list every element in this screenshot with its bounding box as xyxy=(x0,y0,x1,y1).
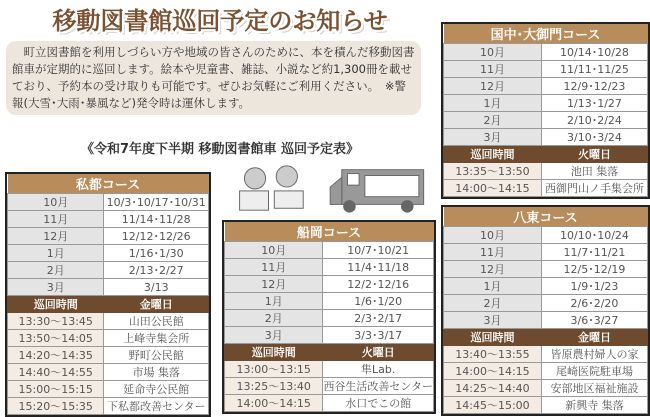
visit-dates: 1/16･1/30 xyxy=(104,245,209,262)
stop-location: 山田公民館 xyxy=(104,313,209,330)
visit-dates: 12/12･12/26 xyxy=(104,228,209,245)
schedule-subtitle: 《令和7年度下半期 移動図書館車 巡回予定表》 xyxy=(80,142,360,157)
month-row xyxy=(225,310,434,327)
stop-row xyxy=(225,395,434,412)
visit-dates: 3/3･3/17 xyxy=(323,327,434,344)
month: 11月 xyxy=(225,259,323,276)
stop-row xyxy=(444,163,648,180)
stop-time: 15:20～15:35 xyxy=(8,398,104,415)
stop-time: 13:50～14:05 xyxy=(8,330,104,347)
month: 2月 xyxy=(444,112,542,129)
month-row xyxy=(444,112,648,129)
visit-dates: 1/13･1/27 xyxy=(541,95,647,112)
stop-time: 13:30～13:45 xyxy=(8,313,104,330)
visit-dates: 10/14･10/28 xyxy=(541,44,647,61)
course-header xyxy=(225,222,434,242)
visit-dates: 11/4･11/18 xyxy=(323,259,434,276)
course-name: 私都コース xyxy=(8,174,209,194)
visit-dates: 2/13･2/27 xyxy=(104,262,209,279)
stop-location: 野町公民館 xyxy=(104,347,209,364)
stop-time: 14:00～14:15 xyxy=(444,180,542,197)
visit-dates: 2/10･2/24 xyxy=(541,112,647,129)
course-name: 船岡コース xyxy=(225,222,434,242)
intro-text: 町立図書館を利用しづらい方や地域の皆さんのために、本を積んだ移動図書館車が定期的に巡回します。絵本や児童書、雑誌、小説など約1,300冊を載せており、予約本の受け取りも可能です。ぜひお気軽にご利用ください。 ※警報(大雪･大雨･暴風など)発令時は運休します。 xyxy=(6,41,421,115)
stop-row xyxy=(8,398,209,415)
course-name: 八東コース xyxy=(444,207,648,227)
stop-location: 新興寺 集落 xyxy=(541,397,647,414)
time-label: 巡回時間 xyxy=(444,146,542,163)
stop-time: 14:25～14:40 xyxy=(444,380,542,397)
month: 11月 xyxy=(8,211,104,228)
month-row xyxy=(444,312,648,329)
month-row xyxy=(225,259,434,276)
course-header xyxy=(8,174,209,194)
visit-dates: 12/9･12/23 xyxy=(541,78,647,95)
visit-dates: 11/11･11/25 xyxy=(541,61,647,78)
month-row xyxy=(444,95,648,112)
stop-row xyxy=(8,381,209,398)
stop-row xyxy=(8,347,209,364)
stop-time: 13:35～13:50 xyxy=(444,163,542,180)
course-table-kokuchu-omikado xyxy=(441,22,650,199)
visit-dates: 3/13 xyxy=(104,279,209,296)
month-row xyxy=(8,228,209,245)
stop-row xyxy=(8,313,209,330)
month: 3月 xyxy=(8,279,104,296)
month-row xyxy=(8,279,209,296)
visit-dates: 2/6･2/20 xyxy=(541,295,647,312)
month-row xyxy=(8,245,209,262)
visit-dates: 10/7･10/21 xyxy=(323,242,434,259)
bookmobile-icon xyxy=(330,170,423,212)
children-and-bookmobile-illustration xyxy=(230,162,440,215)
month-row xyxy=(444,278,648,295)
stop-time: 14:00～14:15 xyxy=(444,363,542,380)
stop-time: 13:40～13:55 xyxy=(444,346,542,363)
month-row xyxy=(225,276,434,293)
month: 3月 xyxy=(444,129,542,146)
month: 11月 xyxy=(444,244,542,261)
stop-location: 安部地区福祉施設 xyxy=(541,380,647,397)
stops-header xyxy=(8,296,209,313)
month-row xyxy=(8,262,209,279)
visit-dates: 10/3･10/17･10/31 xyxy=(104,194,209,211)
stops-header xyxy=(444,329,648,346)
month: 1月 xyxy=(225,293,323,310)
month: 12月 xyxy=(225,276,323,293)
month-row xyxy=(225,327,434,344)
month-row xyxy=(444,44,648,61)
visit-dates: 3/6･3/27 xyxy=(541,312,647,329)
stop-location: 水口でこの館 xyxy=(323,395,434,412)
month: 11月 xyxy=(444,61,542,78)
time-label: 巡回時間 xyxy=(225,344,323,361)
stop-row xyxy=(225,361,434,378)
course-table-funaoka xyxy=(222,220,436,414)
time-label: 巡回時間 xyxy=(444,329,542,346)
weekday-label: 金曜日 xyxy=(104,296,209,313)
visit-dates: 12/5･12/19 xyxy=(541,261,647,278)
month: 10月 xyxy=(225,242,323,259)
course-header xyxy=(444,24,648,44)
stop-location: 延命寺公民館 xyxy=(104,381,209,398)
stop-location: 隼Lab. xyxy=(323,361,434,378)
month: 10月 xyxy=(444,227,542,244)
month-row xyxy=(225,242,434,259)
month-row xyxy=(444,129,648,146)
visit-dates: 10/10･10/24 xyxy=(541,227,647,244)
month-row xyxy=(225,293,434,310)
stop-location: 西谷生活改善センター xyxy=(323,378,434,395)
month-row xyxy=(444,227,648,244)
visit-dates: 11/7･11/21 xyxy=(541,244,647,261)
stop-location: 池田 集落 xyxy=(541,163,647,180)
stop-time: 14:00～14:15 xyxy=(225,395,323,412)
stop-time: 14:20～14:35 xyxy=(8,347,104,364)
stop-row xyxy=(8,364,209,381)
page-title: 移動図書館巡回予定のお知らせ xyxy=(52,7,388,35)
visit-dates: 11/14･11/28 xyxy=(104,211,209,228)
stop-location: 下私都改善センター xyxy=(104,398,209,415)
stop-row xyxy=(444,180,648,197)
course-table-kisaichi xyxy=(5,172,211,417)
stop-time: 13:25～13:40 xyxy=(225,378,323,395)
month: 10月 xyxy=(8,194,104,211)
month: 3月 xyxy=(225,327,323,344)
month: 3月 xyxy=(444,312,542,329)
stop-row xyxy=(225,378,434,395)
stop-location: 西御門山ノ手集会所 xyxy=(541,180,647,197)
month-row xyxy=(8,194,209,211)
month-row xyxy=(444,244,648,261)
weekday-label: 火曜日 xyxy=(323,344,434,361)
month: 1月 xyxy=(8,245,104,262)
weekday-label: 金曜日 xyxy=(541,329,647,346)
month-row xyxy=(444,295,648,312)
course-header xyxy=(444,207,648,227)
visit-dates: 2/3･2/17 xyxy=(323,310,434,327)
month-row xyxy=(444,261,648,278)
stop-time: 15:00～15:15 xyxy=(8,381,104,398)
stop-row xyxy=(444,363,648,380)
month: 12月 xyxy=(444,261,542,278)
month-row xyxy=(444,78,648,95)
stops-header xyxy=(225,344,434,361)
visit-dates: 12/2･12/16 xyxy=(323,276,434,293)
stops-header xyxy=(444,146,648,163)
stop-time: 13:00～13:15 xyxy=(225,361,323,378)
visit-dates: 1/9･1/23 xyxy=(541,278,647,295)
stop-row xyxy=(444,397,648,414)
stop-time: 14:45～15:00 xyxy=(444,397,542,414)
stop-location: 尾崎医院駐車場 xyxy=(541,363,647,380)
month: 1月 xyxy=(444,278,542,295)
month-row xyxy=(8,211,209,228)
month: 2月 xyxy=(444,295,542,312)
course-table-hatto xyxy=(441,205,650,416)
stop-time: 14:40～14:55 xyxy=(8,364,104,381)
stop-location: 皆原農村婦人の家 xyxy=(541,346,647,363)
stop-location: 上峰寺集会所 xyxy=(104,330,209,347)
weekday-label: 火曜日 xyxy=(541,146,647,163)
children-reading-icon xyxy=(240,166,304,210)
stop-row xyxy=(444,346,648,363)
month-row xyxy=(444,61,648,78)
stop-location: 市場 集落 xyxy=(104,364,209,381)
stop-row xyxy=(444,380,648,397)
month: 2月 xyxy=(8,262,104,279)
visit-dates: 1/6･1/20 xyxy=(323,293,434,310)
time-label: 巡回時間 xyxy=(8,296,104,313)
month: 1月 xyxy=(444,95,542,112)
month: 2月 xyxy=(225,310,323,327)
month: 12月 xyxy=(444,78,542,95)
visit-dates: 3/10･3/24 xyxy=(541,129,647,146)
stop-row xyxy=(8,330,209,347)
month: 10月 xyxy=(444,44,542,61)
course-name: 国中･大御門コース xyxy=(444,24,648,44)
month: 12月 xyxy=(8,228,104,245)
